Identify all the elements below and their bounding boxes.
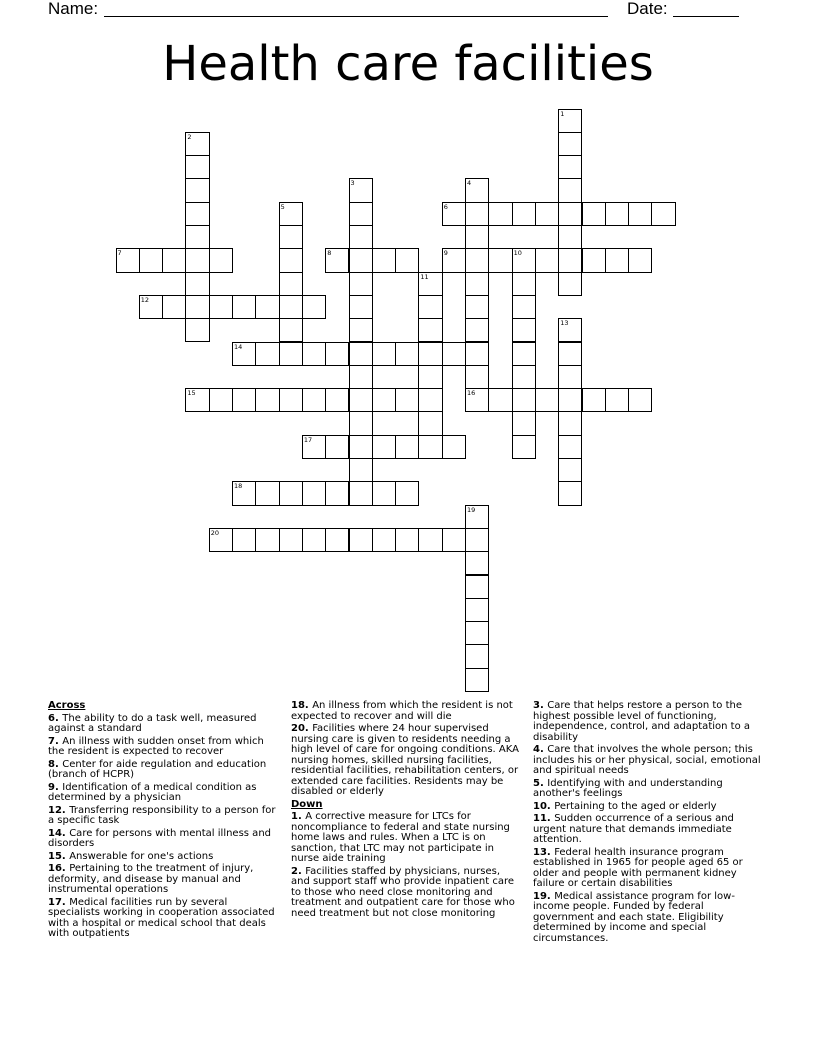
clue-text: The ability to do a task well, measured against a standard xyxy=(48,712,257,734)
clue-number: 17. xyxy=(48,896,70,908)
clue-text: Transferring responsibility to a person for a specific task xyxy=(48,804,276,826)
clue-column-2 xyxy=(291,701,521,921)
cell-number: 19 xyxy=(467,505,476,514)
clue-text: Center for aide regulation and education (branch of HCPR) xyxy=(48,758,267,780)
cell-number: 16 xyxy=(467,389,476,398)
clue-number: 2. xyxy=(291,865,306,877)
cell-number: 13 xyxy=(560,319,569,328)
clue-column-3 xyxy=(533,701,763,946)
cell-number: 2 xyxy=(187,132,192,141)
page-title: Health care facilities xyxy=(162,36,654,92)
cell-number: 14 xyxy=(234,342,243,351)
down-clue xyxy=(533,892,763,945)
clue-number: 18. xyxy=(291,700,313,711)
cell-number: 5 xyxy=(280,202,285,211)
cell-number: 3 xyxy=(350,179,355,188)
across-clue xyxy=(48,760,278,781)
across-heading: Across xyxy=(48,700,86,711)
clue-text: Pertaining to the treatment of injury, deformity, and disease by manual and instrumental operations xyxy=(48,863,254,895)
clue-number: 13. xyxy=(533,846,555,858)
clue-text: An illness from which the resident is not expected to recover and will die xyxy=(291,700,513,722)
clue-text: Sudden occurrence of a serious and urgent nature that demands immediate attention. xyxy=(533,813,734,845)
clue-number: 8. xyxy=(48,758,63,770)
across-clue xyxy=(48,806,278,827)
across-clue xyxy=(291,724,521,798)
clue-text: Facilities staffed by physicians, nurses, and support staff who provide inpatient care to those who need close monitoring and treatment and outpatient care for those who need treatment but not close monitoring xyxy=(291,865,515,919)
clue-text: An illness with sudden onset from which the resident is expected to recover xyxy=(48,735,264,757)
cell-number: 4 xyxy=(467,179,472,188)
down-clue xyxy=(533,814,763,846)
cell-number: 15 xyxy=(187,389,196,398)
clue-number: 14. xyxy=(48,827,70,839)
clue-text: Care that involves the whole person; this includes his or her physical, social, emotional and spiritual needs xyxy=(533,744,761,776)
clue-number: 5. xyxy=(533,777,548,789)
clue-text: Identifying with and understanding another's feelings xyxy=(533,777,723,799)
clue-column-1 xyxy=(48,701,278,942)
clue-text: A corrective measure for LTCs for noncompliance to federal and state nursing home laws and rules. When a LTC is on sanction, that LTC may not participate in nurse aide training xyxy=(291,811,510,864)
down-clue xyxy=(533,745,763,777)
clue-text: Care for persons with mental illness and disorders xyxy=(48,827,271,849)
clue-text: Answerable for one's actions xyxy=(69,850,214,862)
clue-text: Care that helps restore a person to the highest possible level of functioning, independence, control, and adaptation to a disability xyxy=(533,700,750,743)
clue-number: 10. xyxy=(533,800,555,812)
down-clue xyxy=(533,701,763,743)
clue-number: 20. xyxy=(291,723,313,734)
cell-number: 10 xyxy=(513,249,522,258)
down-heading: Down xyxy=(291,798,323,810)
clue-number: 16. xyxy=(48,863,70,874)
down-clue xyxy=(291,812,521,865)
clue-number: 7. xyxy=(48,735,63,747)
cell-number: 11 xyxy=(420,272,429,281)
clue-number: 9. xyxy=(48,781,63,793)
cell-number: 18 xyxy=(234,482,243,491)
clue-text: Pertaining to the aged or elderly xyxy=(554,800,717,812)
clue-number: 11. xyxy=(533,813,555,824)
clue-number: 3. xyxy=(533,700,548,711)
clue-text: Facilities where 24 hour supervised nursing care is given to residents needing a high level of care for ongoing conditions. AKA nursing homes, skilled nursing facilities, residential facilities, rehabilitation centers, or extended care facilities. Residents may be disabled or elderly xyxy=(291,723,519,797)
clue-number: 1. xyxy=(291,811,306,822)
clue-number: 12. xyxy=(48,804,70,816)
clue-text: Federal health insurance program established in 1965 for people aged 65 or older and people with permanent kidney failure or certain disabilities xyxy=(533,846,743,889)
clue-number: 19. xyxy=(533,890,555,902)
cell-number: 8 xyxy=(327,249,332,258)
cell-number: 1 xyxy=(560,109,565,118)
down-clue xyxy=(533,848,763,890)
across-clue xyxy=(48,864,278,896)
date-label: Date: xyxy=(627,0,668,18)
name-label: Name: xyxy=(48,0,99,18)
across-clue xyxy=(48,737,278,758)
cell-number: 12 xyxy=(140,295,150,304)
down-clue xyxy=(533,802,763,813)
cell-number: 6 xyxy=(443,202,448,211)
across-clue xyxy=(48,829,278,850)
cell-number: 9 xyxy=(443,249,448,258)
across-clue xyxy=(48,714,278,735)
cell-number: 7 xyxy=(117,249,122,258)
clue-text: Identification of a medical condition as determined by a physician xyxy=(48,781,257,803)
down-clue xyxy=(291,867,521,920)
cell-number: 17 xyxy=(303,435,313,444)
across-clue xyxy=(291,701,521,722)
clue-number: 6. xyxy=(48,712,63,724)
clue-number: 15. xyxy=(48,850,70,862)
cell-number: 20 xyxy=(210,528,219,537)
across-clue xyxy=(48,783,278,804)
clue-number: 4. xyxy=(533,744,548,755)
clue-text: Medical facilities run by several specialists working in cooperation associated with a hospital or medical school that deals with outpatients xyxy=(48,896,275,939)
across-clue xyxy=(48,898,278,940)
down-clue xyxy=(533,779,763,800)
clue-text: Medical assistance program for low-income people. Funded by federal government and each state. Eligibility determined by income and special circumstances. xyxy=(533,890,735,944)
across-clue xyxy=(48,852,278,863)
